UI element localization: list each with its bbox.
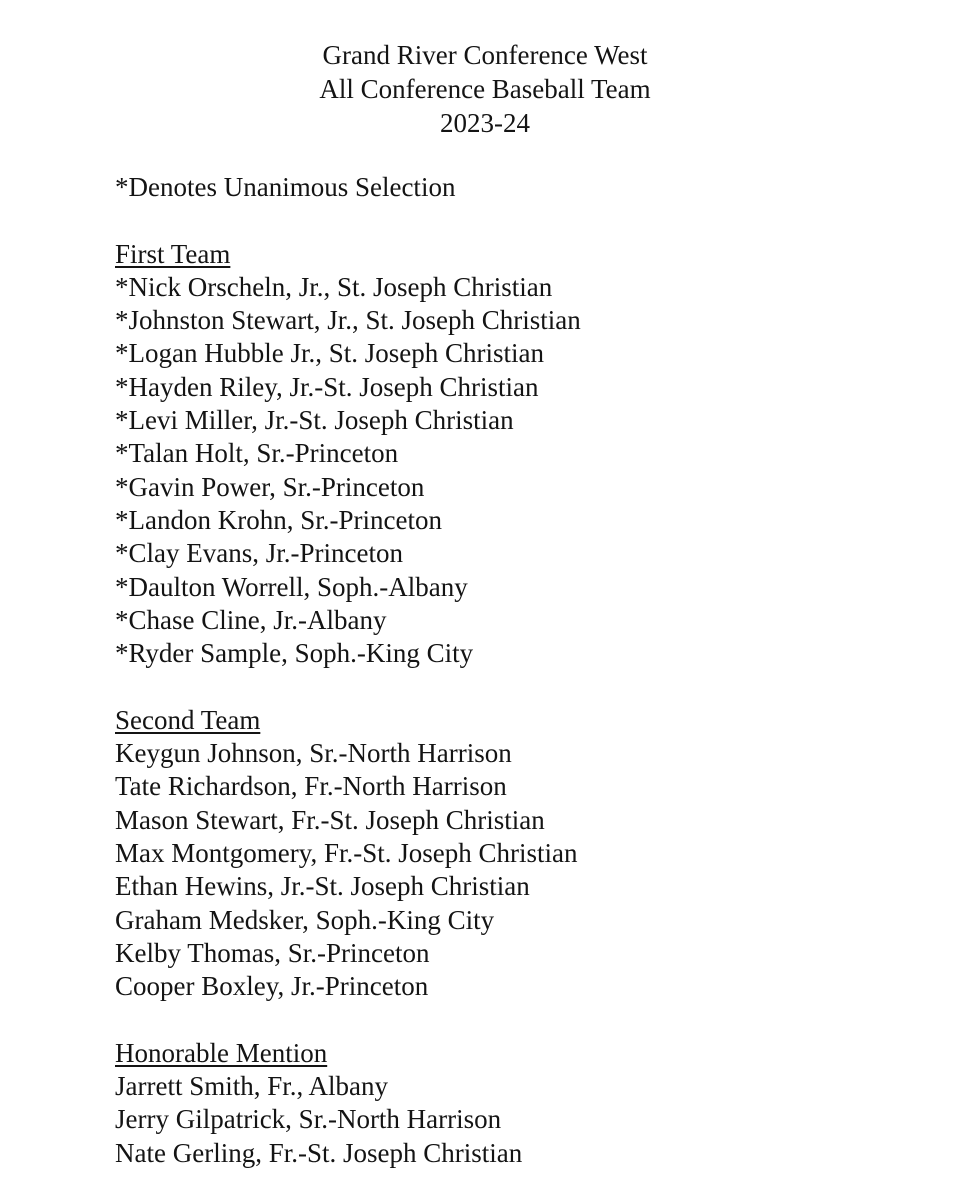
title-team: All Conference Baseball Team — [319, 74, 651, 104]
player-entry: *Gavin Power, Sr.-Princeton — [115, 471, 425, 502]
document-body — [115, 171, 915, 1170]
player-entry: Nate Gerling, Fr.-St. Joseph Christian — [115, 1137, 523, 1168]
player-entry: Max Montgomery, Fr.-St. Joseph Christian — [115, 837, 578, 868]
player-entry: Mason Stewart, Fr.-St. Joseph Christian — [115, 804, 545, 835]
player-entry: Kelby Thomas, Sr.-Princeton — [115, 937, 430, 968]
document-title-block — [0, 38, 970, 140]
section-honorable-mention — [115, 1037, 915, 1170]
section-second-team — [115, 704, 915, 1004]
player-entry: *Ryder Sample, Soph.-King City — [115, 638, 474, 669]
spacer — [115, 1003, 915, 1036]
player-entry: *Hayden Riley, Jr.-St. Joseph Christian — [115, 371, 539, 402]
player-entry: Graham Medsker, Soph.-King City — [115, 904, 495, 935]
player-entry: Ethan Hewins, Jr.-St. Joseph Christian — [115, 871, 530, 902]
section-heading-honorable-mention: Honorable Mention — [115, 1037, 328, 1068]
spacer — [115, 670, 915, 703]
spacer — [115, 204, 915, 237]
player-entry: *Nick Orscheln, Jr., St. Joseph Christian — [115, 271, 553, 302]
player-entry: *Clay Evans, Jr.-Princeton — [115, 538, 403, 569]
section-first-team — [115, 238, 915, 671]
section-heading-first-team: First Team — [115, 238, 231, 269]
player-entry: *Daulton Worrell, Soph.-Albany — [115, 571, 468, 602]
title-conference: Grand River Conference West — [322, 40, 648, 70]
player-entry: *Chase Cline, Jr.-Albany — [115, 604, 387, 635]
player-entry: *Logan Hubble Jr., St. Joseph Christian — [115, 338, 544, 369]
title-season: 2023-24 — [440, 108, 530, 138]
player-entry: *Johnston Stewart, Jr., St. Joseph Christian — [115, 305, 581, 336]
player-entry: *Talan Holt, Sr.-Princeton — [115, 438, 399, 469]
player-entry: Keygun Johnson, Sr.-North Harrison — [115, 738, 512, 769]
unanimous-note: *Denotes Unanimous Selection — [115, 172, 456, 202]
player-entry: Tate Richardson, Fr.-North Harrison — [115, 771, 507, 802]
player-entry: *Landon Krohn, Sr.-Princeton — [115, 504, 442, 535]
section-heading-second-team: Second Team — [115, 704, 261, 735]
player-entry: Jerry Gilpatrick, Sr.-North Harrison — [115, 1104, 502, 1135]
player-entry: Jarrett Smith, Fr., Albany — [115, 1071, 388, 1102]
player-entry: Cooper Boxley, Jr.-Princeton — [115, 971, 429, 1002]
player-entry: *Levi Miller, Jr.-St. Joseph Christian — [115, 405, 514, 436]
